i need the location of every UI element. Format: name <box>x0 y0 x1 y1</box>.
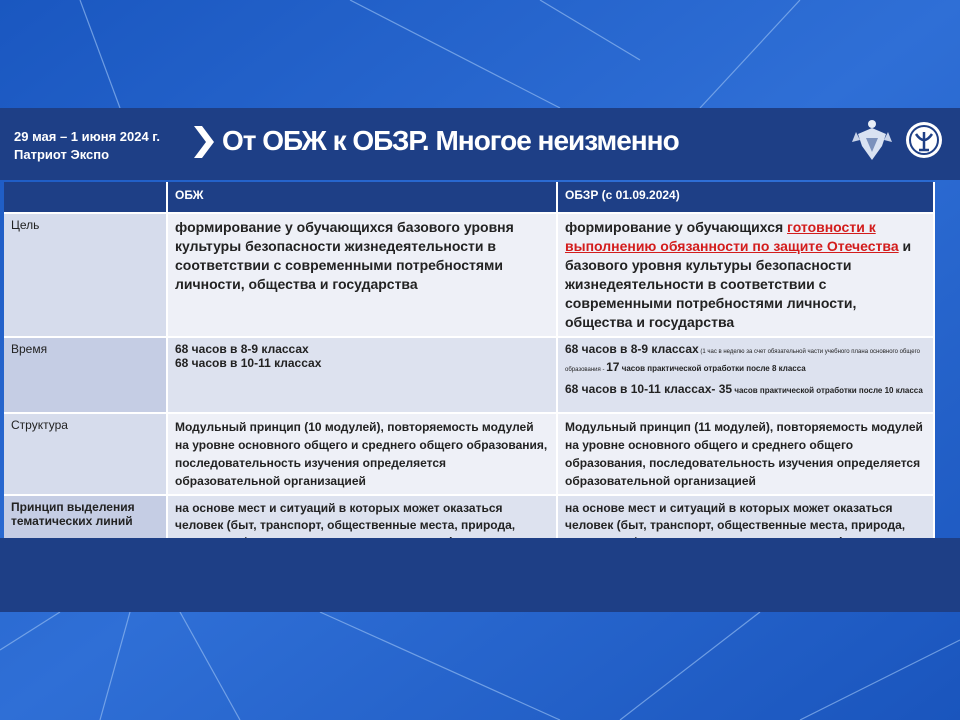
time-obzr-b-main: 68 часов в 10-11 классах- <box>565 382 719 396</box>
header-obzh: ОБЖ <box>167 182 557 213</box>
table-header-row <box>4 182 934 213</box>
row-label-time: Время <box>4 337 167 413</box>
event-venue: Патриот Экспо <box>14 147 110 162</box>
time-obzr-line-b <box>565 382 926 398</box>
footer-band <box>0 538 960 612</box>
table-row-time <box>4 337 934 413</box>
time-obzh-line1: 68 часов в 8-9 классах <box>175 342 309 356</box>
time-obzr-a-main: 68 часов в 8-9 классах <box>565 342 699 356</box>
time-obzr-line-a <box>565 342 926 378</box>
goal-obzh-cell: формирование у обучающихся базового уровня культуры безопасности жизнедеятельности в соответствии с современными потребностями личности, общества и государства <box>167 213 557 337</box>
lines-obzr-cell: на основе мест и ситуаций в которых может оказаться человек (быт, транспорт, общественные места, природа, <box>557 495 934 556</box>
structure-obzr-cell: Модульный принцип (11 модулей), повторяемость модулей на уровне основного общего и среднего общего образования, последовательность изучения определяется образовательной организацией <box>557 413 934 495</box>
time-obzh-cell <box>167 337 557 413</box>
goal-obzr-highlight: готовности к выполнению обязанности по защите Отечества <box>565 219 899 254</box>
emercom-emblem-icon <box>852 118 892 162</box>
comparison-table <box>4 182 934 538</box>
goal-obzr-prefix: формирование у обучающихся <box>565 219 788 235</box>
header-empty <box>4 182 167 213</box>
time-obzh-line2: 68 часов в 10-11 классах <box>175 356 322 370</box>
lines-obzh-cell: на основе мест и ситуаций в которых может оказаться человек (быт, транспорт, общественные места, природа, <box>167 495 557 556</box>
structure-obzh-cell: Модульный принцип (10 модулей), повторяемость модулей на уровне основного общего и среднего общего образования, последовательность изучения определяется образовательной организацией <box>167 413 557 495</box>
time-obzr-a-note: (1 час в неделю за счет обязательной части учебного плана основного общего образования - <box>565 349 920 373</box>
chevron-right-icon <box>192 124 216 160</box>
row-label-goal: Цель <box>4 213 167 337</box>
event-info <box>14 128 160 164</box>
slide-title: От ОБЖ к ОБЗР. Многое неизменно <box>222 125 679 156</box>
time-obzr-a-num: 17 <box>606 360 620 374</box>
row-label-lines: Принцип выделения тематических линий <box>4 495 167 556</box>
time-obzr-b-tail: часов практической отработки после 10 класса <box>732 386 923 395</box>
table-row-structure <box>4 413 934 495</box>
academy-emblem-icon <box>904 120 944 160</box>
goal-obzr-cell <box>557 213 934 337</box>
header-obzr: ОБЗР (с 01.09.2024) <box>557 182 934 213</box>
row-label-structure: Структура <box>4 413 167 495</box>
table-row-goal <box>4 213 934 337</box>
time-obzr-b-num: 35 <box>718 382 733 396</box>
time-obzr-cell <box>557 337 934 413</box>
event-date: 29 мая – 1 июня 2024 г. <box>14 129 161 144</box>
time-obzr-a-tail: часов практической отработки после 8 класса <box>619 364 806 373</box>
goal-obzr-suffix: и базового уровня культуры безопасности жизнедеятельности в соответствии с современными потребностями личности, общества и государства <box>565 238 912 330</box>
